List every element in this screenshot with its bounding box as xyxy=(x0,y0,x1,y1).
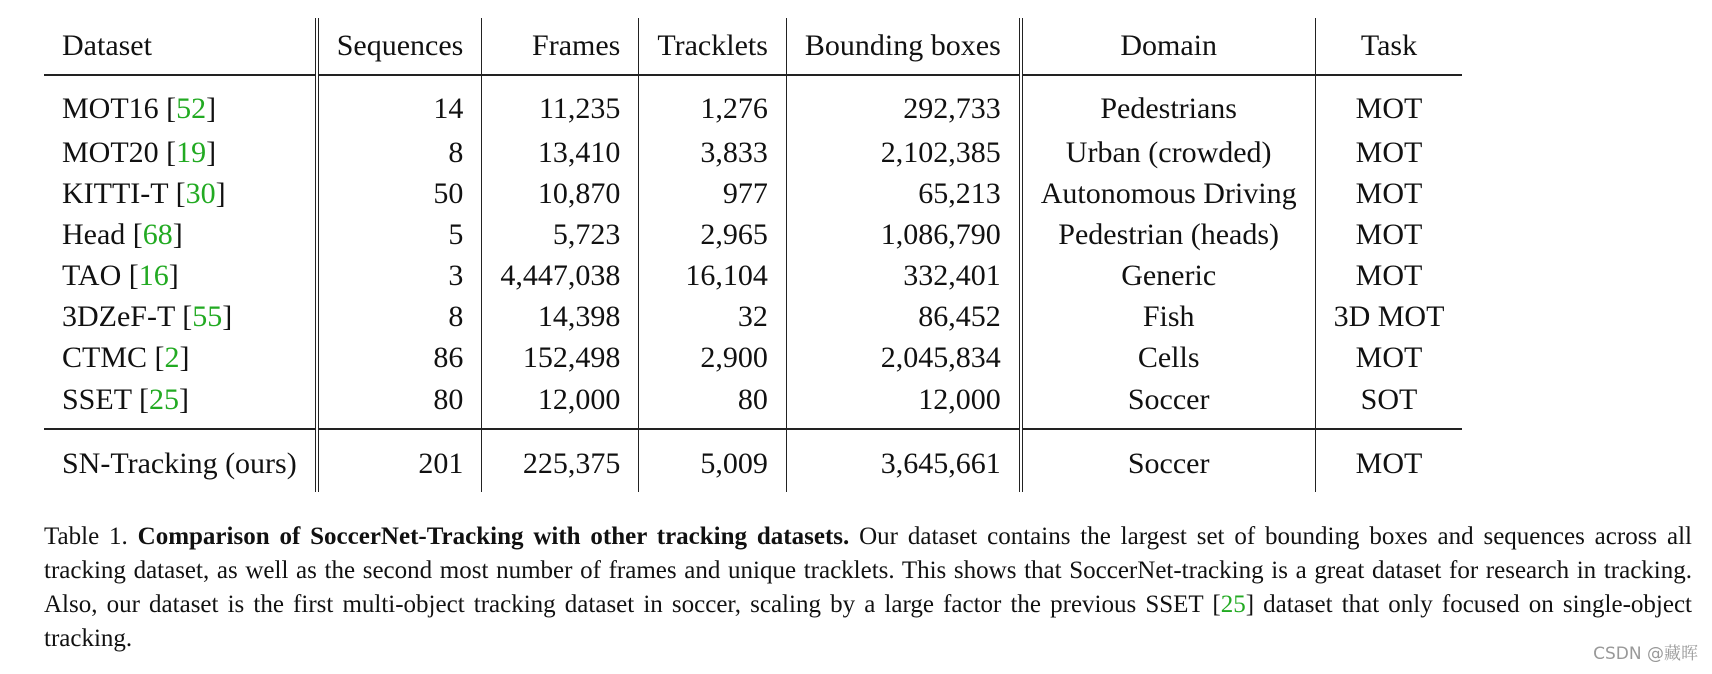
cell-domain: Autonomous Driving xyxy=(1021,173,1315,214)
cell-task: 3D MOT xyxy=(1333,299,1445,333)
citation-link[interactable]: 52 xyxy=(176,92,207,125)
cell-domain: Soccer xyxy=(1021,429,1315,492)
cell-domain: Cells xyxy=(1021,337,1315,378)
table-row xyxy=(44,337,1462,378)
cell-sequences: 50 xyxy=(317,173,482,214)
dataset-name: MOT16 xyxy=(62,92,159,125)
cell-frames: 13,410 xyxy=(482,132,639,173)
cell-dataset: TAO [16] xyxy=(44,255,317,296)
cell-domain: Pedestrian (heads) xyxy=(1021,214,1315,255)
cell-dataset: KITTI-T [30] xyxy=(44,173,317,214)
cell-task: MOT xyxy=(1355,447,1423,480)
caption-text-end: dataset that only focused on single-object tracking. xyxy=(44,591,1692,652)
cell-bounding-boxes: 292,733 xyxy=(786,75,1020,132)
cell-frames: 152,498 xyxy=(482,337,639,378)
cell-tracklets: 80 xyxy=(639,378,787,429)
cell-task: MOT xyxy=(1355,217,1423,251)
citation-link[interactable]: 25 xyxy=(148,383,179,416)
cell-bounding-boxes: 2,102,385 xyxy=(786,132,1020,173)
cell-sequences: 14 xyxy=(317,75,482,132)
cell-domain: Pedestrians xyxy=(1021,75,1315,132)
cell-bounding-boxes: 2,045,834 xyxy=(786,337,1020,378)
cell-sequences: 5 xyxy=(317,214,482,255)
dataset-name: KITTI-T xyxy=(62,176,169,210)
cell-bounding-boxes: 86,452 xyxy=(786,296,1020,337)
cell-tracklets: 1,276 xyxy=(639,75,787,132)
cell-domain: Urban (crowded) xyxy=(1021,132,1315,173)
header-frames: Frames xyxy=(482,18,639,75)
cell-tracklets: 3,833 xyxy=(639,132,787,173)
cell-bounding-boxes: 12,000 xyxy=(786,378,1020,429)
cell-dataset: 3DZeF-T [55] xyxy=(44,296,317,337)
cell-sequences: 8 xyxy=(317,132,482,173)
dataset-name: Head xyxy=(62,217,126,251)
cell-domain: Generic xyxy=(1021,255,1315,296)
cell-sequences: 86 xyxy=(317,337,482,378)
cell-bounding-boxes: 1,086,790 xyxy=(786,214,1020,255)
cell-bounding-boxes: 332,401 xyxy=(786,255,1020,296)
table-row xyxy=(44,214,1462,255)
cell-dataset: SSET [25] xyxy=(44,378,317,429)
cell-frames: 12,000 xyxy=(482,378,639,429)
cell-frames: 14,398 xyxy=(482,296,639,337)
cell-frames: 5,723 xyxy=(482,214,639,255)
citation-link[interactable]: 2 xyxy=(164,340,180,374)
dataset-name: SSET xyxy=(62,383,132,416)
header-dataset: Dataset xyxy=(44,18,317,75)
cell-sequences: 80 xyxy=(317,378,482,429)
cell-frames: 225,375 xyxy=(482,429,639,492)
cell-tracklets: 32 xyxy=(639,296,787,337)
cell-domain: Fish xyxy=(1021,296,1315,337)
table-figure xyxy=(44,18,1692,656)
header-domain: Domain xyxy=(1021,18,1315,75)
header-tracklets: Tracklets xyxy=(639,18,787,75)
cell-dataset: MOT16 [52] xyxy=(44,75,317,132)
cell-frames: 11,235 xyxy=(482,75,639,132)
comparison-table xyxy=(44,18,1462,492)
cell-task: MOT xyxy=(1355,92,1423,125)
header-bounding-boxes: Bounding boxes xyxy=(786,18,1020,75)
header-sequences: Sequences xyxy=(317,18,482,75)
cell-sequences: 3 xyxy=(317,255,482,296)
cell-dataset: Head [68] xyxy=(44,214,317,255)
cell-sequences: 201 xyxy=(317,429,482,492)
cell-sequences: 8 xyxy=(317,296,482,337)
table-row-ours xyxy=(44,429,1462,492)
table-row xyxy=(44,255,1462,296)
cell-task: MOT xyxy=(1355,176,1423,210)
table-row xyxy=(44,378,1462,429)
cell-task: SOT xyxy=(1360,383,1418,416)
cell-dataset: MOT20 [19] xyxy=(44,132,317,173)
dataset-name: TAO xyxy=(62,258,122,292)
table-caption: Table 1. Comparison of SoccerNet-Tracking with other tracking datasets. Our dataset contains the largest set of bounding boxes and sequences across all tracking dataset, as well as the second most number of frames and unique tracklets. This shows that SoccerNet-tracking is a great dataset for research in tracking. Also, our dataset is the first multi-object tracking dataset in soccer, scaling by a large factor the previous SSET [25] dataset that only focused on single-object tracking. xyxy=(44,523,1692,652)
citation-link[interactable]: 55 xyxy=(192,299,223,333)
cell-tracklets: 2,900 xyxy=(639,337,787,378)
dataset-name: MOT20 xyxy=(62,135,159,169)
cell-frames: 4,447,038 xyxy=(482,255,639,296)
citation-link[interactable]: 19 xyxy=(176,135,207,169)
cell-dataset: CTMC [2] xyxy=(44,337,317,378)
cell-task: MOT xyxy=(1355,340,1423,374)
cell-bounding-boxes: 3,645,661 xyxy=(786,429,1020,492)
citation-link[interactable]: 30 xyxy=(185,176,216,210)
citation-link[interactable]: 16 xyxy=(138,258,169,292)
table-row xyxy=(44,132,1462,173)
caption-label: Table 1. xyxy=(44,523,128,550)
cell-tracklets: 16,104 xyxy=(639,255,787,296)
cell-tracklets: 977 xyxy=(639,173,787,214)
watermark: CSDN @藏晖 xyxy=(1593,644,1698,664)
caption-text: Our dataset contains the largest set of bounding boxes and sequences across all tracking dataset, as well as the second most number of frames and unique tracklets. This shows that SoccerNet-tracking is a great dataset for research in tracking. Also, our dataset is the first multi-object tracking dataset in soccer, scaling by a large factor the previous SSET xyxy=(44,523,1692,618)
dataset-name: CTMC xyxy=(62,340,148,374)
header-task: Task xyxy=(1360,29,1418,62)
table-row xyxy=(44,296,1462,337)
cell-dataset: SN-Tracking (ours) xyxy=(44,429,317,492)
cell-task: MOT xyxy=(1355,258,1423,292)
caption-bold-title: Comparison of SoccerNet-Tracking with other tracking datasets. xyxy=(137,523,850,550)
header-row xyxy=(44,18,1462,75)
cell-tracklets: 2,965 xyxy=(639,214,787,255)
caption-citation-link[interactable]: 25 xyxy=(1220,591,1246,618)
table-row xyxy=(44,173,1462,214)
citation-link[interactable]: 68 xyxy=(142,217,173,251)
dataset-name: 3DZeF-T xyxy=(62,299,175,333)
table-row xyxy=(44,75,1462,132)
cell-tracklets: 5,009 xyxy=(639,429,787,492)
cell-frames: 10,870 xyxy=(482,173,639,214)
cell-task: MOT xyxy=(1355,135,1423,169)
cell-bounding-boxes: 65,213 xyxy=(786,173,1020,214)
cell-domain: Soccer xyxy=(1021,378,1315,429)
